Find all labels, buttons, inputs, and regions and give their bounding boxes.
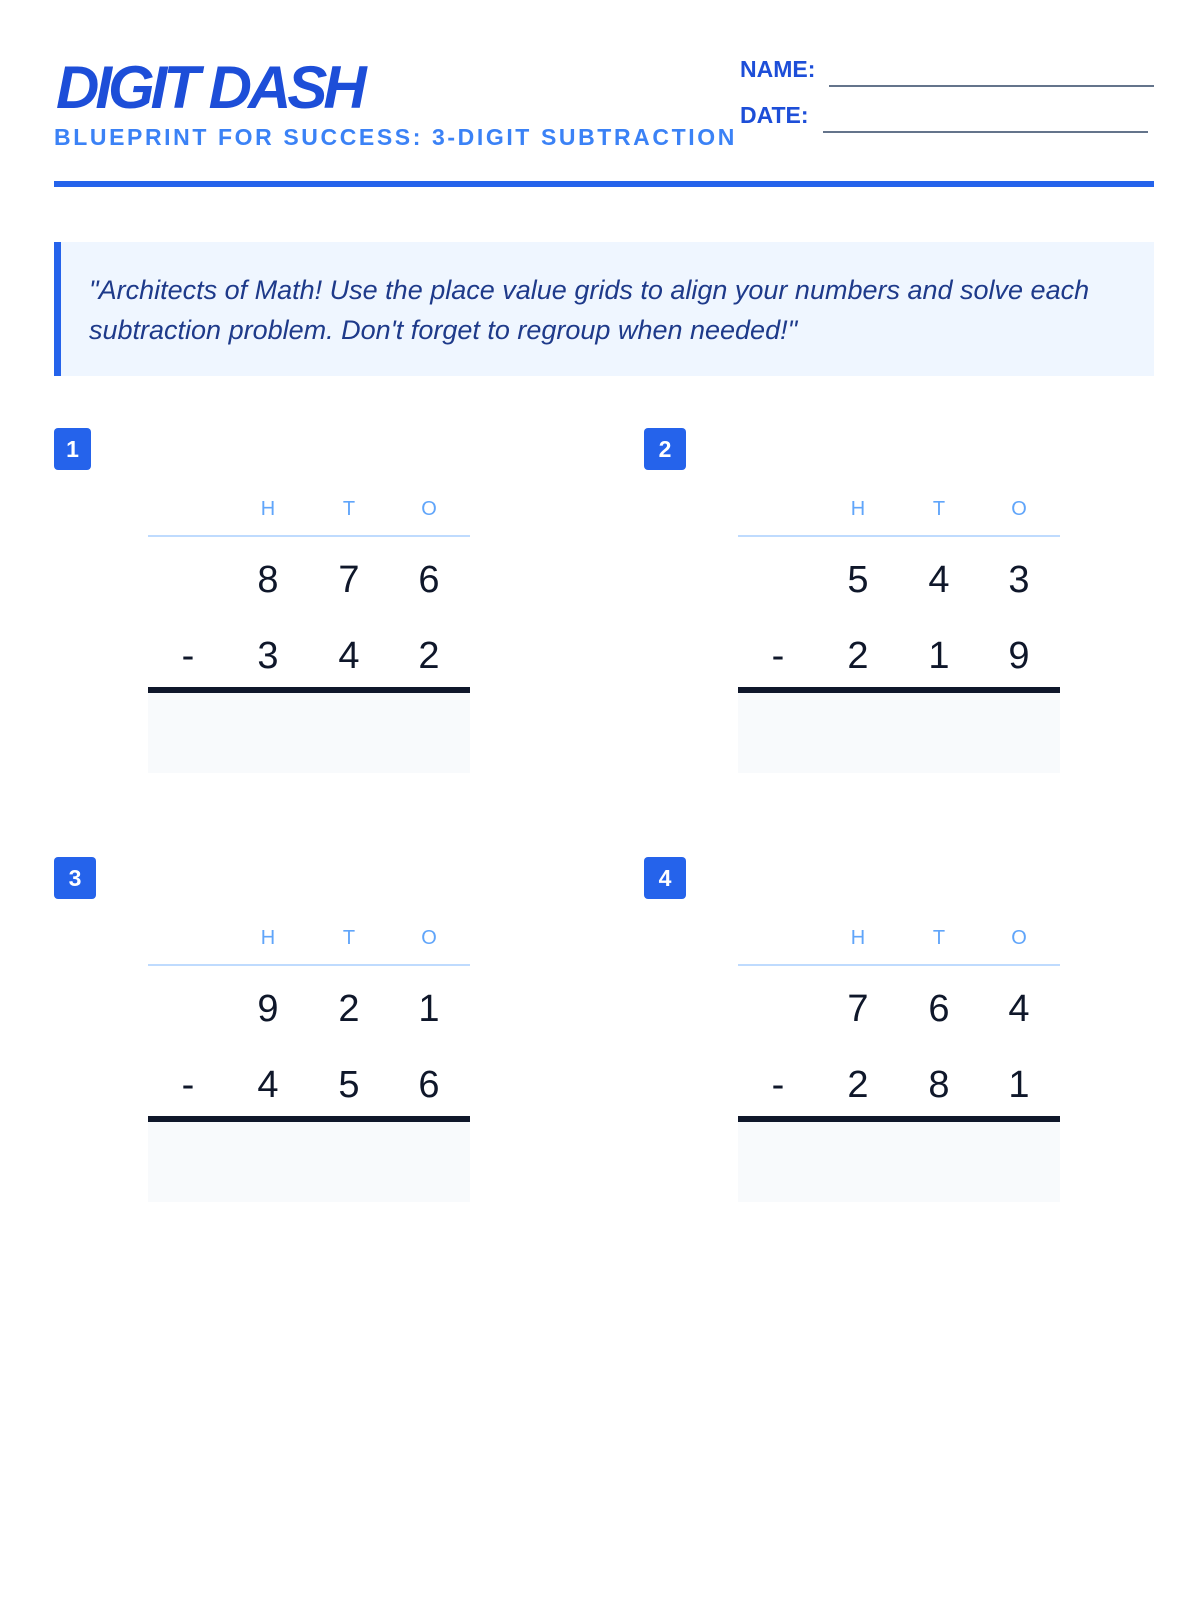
problem-4 (644, 857, 1144, 1237)
worksheet-header (54, 52, 1154, 182)
hundreds-label: H (260, 927, 276, 949)
name-field[interactable] (740, 56, 1154, 83)
subtrahend-ones: 9 (1008, 635, 1030, 677)
ones-label: O (1011, 927, 1027, 949)
place-value-header (148, 919, 470, 966)
minus-sign: - (181, 635, 195, 677)
subtrahend-hundreds: 4 (257, 1064, 279, 1106)
tens-label: T (342, 498, 356, 520)
subtrahend-tens: 5 (338, 1064, 360, 1106)
ones-label: O (421, 927, 437, 949)
subtrahend-hundreds: 2 (847, 1064, 869, 1106)
subtrahend-tens: 8 (928, 1064, 950, 1106)
date-label: DATE: (740, 102, 809, 128)
subtrahend-ones: 2 (418, 635, 440, 677)
minuend-tens: 4 (928, 559, 950, 601)
problem-number-badge: 3 (54, 857, 96, 899)
problem-1 (54, 428, 554, 808)
subtrahend-ones: 6 (418, 1064, 440, 1106)
answer-box[interactable] (738, 1122, 1060, 1202)
minus-sign: - (181, 1064, 195, 1106)
name-label: NAME: (740, 56, 816, 82)
ones-label: O (421, 498, 437, 520)
minuend-tens: 7 (338, 559, 360, 601)
instructions-text: "Architects of Math! Use the place value grids to align your numbers and solve each subtraction problem. Don't forget to regroup when needed!" (89, 275, 1090, 345)
problem-2 (644, 428, 1144, 808)
subtrahend-row (148, 613, 470, 693)
subtrahend-ones: 1 (1008, 1064, 1030, 1106)
worksheet-title: DIGIT DASH (56, 54, 363, 121)
minuend-hundreds: 7 (847, 988, 869, 1030)
place-value-header (738, 490, 1060, 537)
place-value-grid (738, 490, 1060, 773)
subtrahend-hundreds: 2 (847, 635, 869, 677)
minuend-hundreds: 9 (257, 988, 279, 1030)
subtrahend-hundreds: 3 (257, 635, 279, 677)
hundreds-label: H (260, 498, 276, 520)
header-divider (54, 181, 1154, 187)
tens-label: T (932, 498, 946, 520)
worksheet-subtitle: BLUEPRINT FOR SUCCESS: 3-DIGIT SUBTRACTION (54, 124, 737, 150)
instructions-box (54, 242, 1154, 376)
place-value-grid (738, 919, 1060, 1202)
date-field[interactable] (740, 102, 1148, 129)
answer-box[interactable] (738, 693, 1060, 773)
problem-number-badge: 2 (644, 428, 686, 470)
subtrahend-tens: 4 (338, 635, 360, 677)
minus-sign: - (771, 635, 785, 677)
problem-3 (54, 857, 554, 1237)
hundreds-label: H (850, 498, 866, 520)
place-value-header (148, 490, 470, 537)
place-value-header (738, 919, 1060, 966)
tens-label: T (342, 927, 356, 949)
subtrahend-tens: 1 (928, 635, 950, 677)
minuend-row (738, 966, 1060, 1042)
minuend-hundreds: 5 (847, 559, 869, 601)
answer-box[interactable] (148, 693, 470, 773)
ones-label: O (1011, 498, 1027, 520)
place-value-grid (148, 490, 470, 773)
minuend-ones: 1 (418, 988, 440, 1030)
minus-sign: - (771, 1064, 785, 1106)
hundreds-label: H (850, 927, 866, 949)
name-write-line[interactable] (829, 85, 1154, 87)
answer-box[interactable] (148, 1122, 470, 1202)
subtrahend-row (148, 1042, 470, 1122)
minuend-ones: 6 (418, 559, 440, 601)
tens-label: T (932, 927, 946, 949)
minuend-row (148, 966, 470, 1042)
subtrahend-row (738, 1042, 1060, 1122)
minuend-row (148, 537, 470, 613)
minuend-hundreds: 8 (257, 559, 279, 601)
problem-number-badge: 4 (644, 857, 686, 899)
minuend-tens: 6 (928, 988, 950, 1030)
problem-number-badge: 1 (54, 428, 91, 470)
date-write-line[interactable] (823, 131, 1148, 133)
minuend-tens: 2 (338, 988, 360, 1030)
minuend-ones: 3 (1008, 559, 1030, 601)
minuend-row (738, 537, 1060, 613)
minuend-ones: 4 (1008, 988, 1030, 1030)
subtrahend-row (738, 613, 1060, 693)
place-value-grid (148, 919, 470, 1202)
